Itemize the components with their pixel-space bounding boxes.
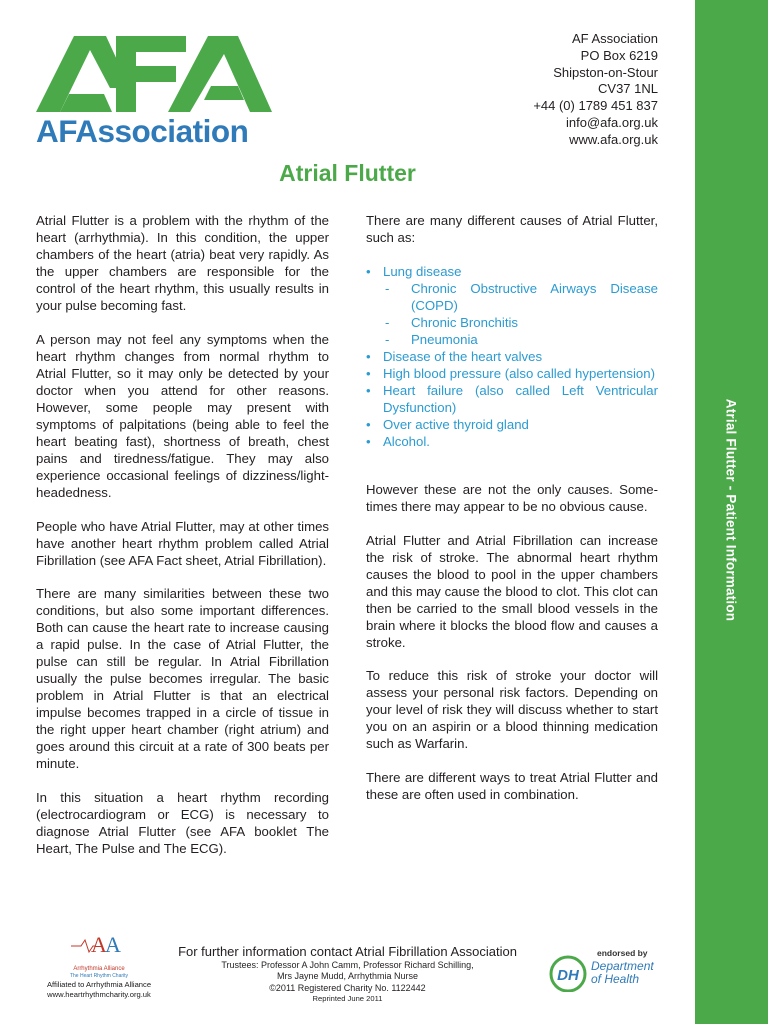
left-column (36, 212, 329, 874)
address-line: Shipston-on-Stour (553, 64, 658, 80)
svg-text:A: A (105, 932, 121, 957)
afa-logo (36, 30, 276, 150)
dh-name: Department of Health (591, 959, 654, 986)
endorsed-label: endorsed by (597, 948, 648, 958)
paragraph: Atrial Flutter is a problem with the rhythm of the heart (arrhythmia). In this condition, the upper chambers of the heart (atria) beat very rapidly. As the upper chambers are responsible for the control of the heart rhythm, this usually results in your pulse becoming fast. (36, 213, 329, 313)
cause-item: • Heart failure (also called Left Ventricular Dysfunction) (366, 382, 658, 416)
address-line: AF Association (572, 31, 658, 46)
cause-subitem: - Pneumonia (366, 331, 658, 348)
causes-intro: There are many different causes of Atrial Flutter, such as: (366, 213, 658, 245)
cause-subitem: - Chronic Obstructive Airways Disease (COPD) (366, 280, 658, 314)
phone: +44 (0) 1789 451 837 (533, 98, 658, 114)
paragraph: There are many similarities between these two conditions, but also some important differences. Both can cause the heart rate to increase causing a rapid pulse. In the case of Atrial Flutter, the pulse can still be regular. In Atrial Fibrillation usually the pulse becomes irregular. The basic problem in Atrial Flutter is that an electrical impulse becomes trapped in a circle of tissue in the right upper heart chamber (right atrium) and goes around this circuit at a rate of 300 beats per minute. (36, 586, 329, 772)
cause-subitem: - Chronic Bronchitis (366, 314, 658, 331)
page-title: Atrial Flutter (279, 160, 416, 186)
aa-affiliated: Affiliated to Arrhythmia Alliance (46, 980, 152, 989)
footer-trustees: Trustees: Professor A John Camm, Professor Richard Schilling, (221, 960, 474, 970)
right-column (366, 212, 658, 820)
paragraph: To reduce this risk of stroke your doctor will assess your personal risk factors. Depending on your level of risk they will discuss whether to start you on an aspirin or a blood thinning medication such as Warfarin. (366, 668, 658, 752)
dh-endorsement (547, 948, 662, 993)
paragraph: There are different ways to treat Atrial Flutter and these are often used in combination. (366, 770, 658, 803)
paragraph: People who have Atrial Flutter, may at other times have another heart rhythm problem called Atrial Fibrillation (see AFA Fact sheet, Atrial Fibrillation). (36, 518, 329, 568)
side-band-label: Atrial Flutter - Patient Information (723, 398, 739, 622)
email-link[interactable]: info@afa.org.uk (566, 114, 658, 130)
cause-item: • Alcohol. (366, 433, 658, 450)
svg-text:A: A (91, 932, 107, 957)
dh-logo-icon (547, 954, 591, 992)
footer-charity: ©2011 Registered Charity No. 1122442 (269, 982, 426, 993)
address-line: PO Box 6219 (580, 47, 658, 63)
causes-list (366, 263, 658, 450)
aa-tagline: Arrhythmia Alliance (73, 966, 125, 972)
address-line: CV37 1NL (598, 81, 658, 97)
cause-item: • Lung disease (366, 263, 658, 280)
paragraph: A person may not feel any symptoms when the heart rhythm changes from normal rhythm to Atrial Flutter, so it may only be detected by your doctor when you attend for other reasons. However, some people may present with symptoms of palpitations (being able to feel the heart beating fast), shortness of breath, chest pains and tiredness/fatigue. They may also experience occasional feelings of dizziness/light-headedness. (36, 331, 329, 500)
cause-item: • Disease of the heart valves (366, 348, 658, 365)
paragraph: In this situation a heart rhythm recording (electrocardiogram or ECG) is necessary to diagnose Atrial Flutter (see AFA booklet The Heart, The Pulse and The ECG). (36, 790, 329, 857)
aa-logo-icon (69, 932, 129, 966)
aa-subtagline: The Heart Rhythm Charity (69, 973, 129, 979)
arrhythmia-alliance-logo (34, 932, 164, 1000)
paragraph: Atrial Flutter and Atrial Fibrillation can increase the risk of stroke. The abnormal heart rhythm causes the blood to pool in the upper chambers and this may cause the blood to clot. This clot can then be carried to the small blood vessels in the brain where it blocks the blood flow and causes a stroke. (366, 532, 658, 650)
footer-contact: For further information contact Atrial Fibrillation Association (178, 944, 517, 959)
cause-item: • Over active thyroid gland (366, 416, 658, 433)
footer-info (155, 944, 540, 1004)
afa-logo-mark (36, 30, 276, 116)
svg-text:DH: DH (557, 967, 579, 984)
footer-trustees: Mrs Jayne Mudd, Arrhythmia Nurse (276, 971, 419, 982)
website-link[interactable]: www.afa.org.uk (569, 131, 658, 147)
cause-item: • High blood pressure (also called hypertension) (366, 365, 658, 382)
aa-url[interactable]: www.heartrhythmcharity.org.uk (47, 990, 151, 999)
address-block (533, 31, 658, 149)
footer-reprinted: Reprinted June 2011 (312, 993, 383, 1003)
paragraph: However these are not the only causes. Some-times there may appear to be no obvious cause. (366, 481, 658, 514)
logo-wordmark: AFAssociation (36, 113, 249, 149)
